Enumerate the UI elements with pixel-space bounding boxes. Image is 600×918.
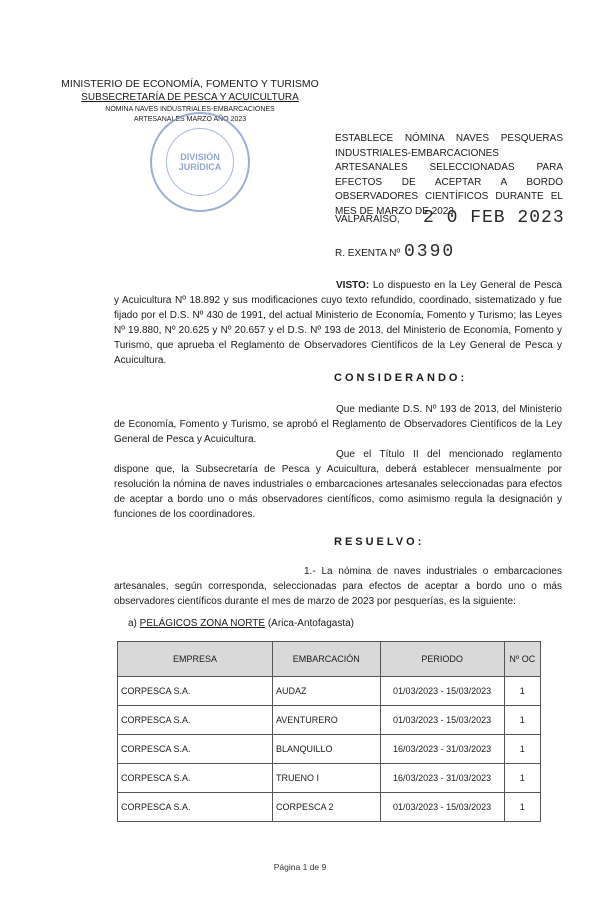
visto-paragraph <box>114 278 562 368</box>
cell-periodo: 01/03/2023 - 15/03/2023 <box>380 677 504 706</box>
cell-embarcacion: TRUENO I <box>272 764 380 793</box>
cell-periodo: 01/03/2023 - 15/03/2023 <box>380 706 504 735</box>
cell-embarcacion: AVENTURERO <box>272 706 380 735</box>
subsection-suffix: (Arica-Antofagasta) <box>265 618 355 629</box>
visto-text: Lo dispuesto en la Ley General de Pesca y Acuicultura Nº 18.892 y sus modificaciones cuyo texto refundido, coordinado, sistematizado y fue fijado por el D.S. Nº 430 de 1991, del actual Ministerio de Economía, Fomento y Turismo; las Leyes Nº 19.880, Nº 20.625 y Nº 20.657 y el D.S. Nº 193 de 2013, del Ministerio de Economía, Fomento y Turismo, que aprueba el Reglamento de Observadores Científicos de la Ley General de Pesca y Acuicultura. <box>114 280 562 366</box>
cell-periodo: 16/03/2023 - 31/03/2023 <box>380 764 504 793</box>
cell-empresa: CORPESCA S.A. <box>118 793 273 822</box>
column-header-periodo: PERIODO <box>380 642 504 677</box>
considerando-paragraph-2: Que el Título II del mencionado reglamento dispone que, la Subsecretaría de Pesca y Acuicultura, deberá establecer mensualmente por resolución la nómina de naves industriales o embarcaciones artesanales seleccionadas para efectos de aceptar a bordo uno o más observadores científicos, como asimismo regula la designación y funciones de los coordinadores. <box>114 449 562 520</box>
resuelvo-paragraph-1: 1.- La nómina de naves industriales o embarcaciones artesanales, según corresponda, seleccionadas para efectos de aceptar a bordo uno o más observadores científicos durante el mes de marzo de 2023 por pesquerías, es la siguiente: <box>114 566 562 607</box>
cell-oc: 1 <box>504 735 540 764</box>
place-label: VALPARAÍSO, <box>335 214 400 225</box>
table-row <box>118 735 541 764</box>
table-row <box>118 793 541 822</box>
cell-oc: 1 <box>504 677 540 706</box>
ministry-name: MINISTERIO DE ECONOMÍA, FOMENTO Y TURISMO <box>61 78 319 90</box>
cell-periodo: 01/03/2023 - 15/03/2023 <box>380 793 504 822</box>
table-row <box>118 764 541 793</box>
header-subtitle-line: ARTESANALES MARZO AÑO 2023 <box>133 116 247 123</box>
subsection-title: PELÁGICOS ZONA NORTE <box>139 618 266 629</box>
cell-oc: 1 <box>504 706 540 735</box>
visto-label: VISTO: <box>336 280 370 291</box>
column-header-embarcacion: EMBARCACIÓN <box>272 642 380 677</box>
considerando-paragraph-1: Que mediante D.S. Nº 193 de 2013, del Ministerio de Economía, Fomento y Turismo, se aprobó el Reglamento de Observadores Científicos de la Ley General de Pesca y Acuicultura. <box>114 404 562 445</box>
vessels-table <box>117 641 541 822</box>
resolution-label: R. EXENTA Nº <box>335 248 401 259</box>
division-juridica-stamp <box>150 112 250 212</box>
resuelvo-heading: RESUELVO: <box>334 536 425 548</box>
subsecretaria-name: SUBSECRETARÍA DE PESCA Y ACUICULTURA <box>81 92 299 103</box>
cell-oc: 1 <box>504 764 540 793</box>
stamp-text: DIVISIÓN <box>180 151 220 162</box>
cell-empresa: CORPESCA S.A. <box>118 764 273 793</box>
cell-embarcacion: BLANQUILLO <box>272 735 380 764</box>
table-row <box>118 677 541 706</box>
cell-empresa: CORPESCA S.A. <box>118 735 273 764</box>
cell-empresa: CORPESCA S.A. <box>118 677 273 706</box>
cell-oc: 1 <box>504 793 540 822</box>
column-header-oc: Nº OC <box>504 642 540 677</box>
subsection-heading <box>128 618 354 629</box>
cell-embarcacion: CORPESCA 2 <box>272 793 380 822</box>
stamped-date: 2 0 FEB 2023 <box>423 208 565 228</box>
cell-embarcacion: AUDAZ <box>272 677 380 706</box>
cell-empresa: CORPESCA S.A. <box>118 706 273 735</box>
subsection-prefix: a) <box>128 618 140 629</box>
considerando-heading: CONSIDERANDO: <box>334 372 468 384</box>
column-header-empresa: EMPRESA <box>118 642 273 677</box>
resolution-title: ESTABLECE NÓMINA NAVES PESQUERAS INDUSTRIALES-EMBARCACIONES ARTESANALES SELECCIONADAS PARA EFECTOS DE ACEPTAR A BORDO OBSERVADORES CIENTÍFICOS DURANTE EL MES DE MARZO DE 2023. <box>335 133 563 217</box>
resolution-number: 0390 <box>404 242 456 262</box>
page-footer: Página 1 de 9 <box>273 862 327 872</box>
header-subtitle-line: NÓMINA NAVES INDUSTRIALES-EMBARCACIONES <box>105 106 275 113</box>
table-row <box>118 706 541 735</box>
cell-periodo: 16/03/2023 - 31/03/2023 <box>380 735 504 764</box>
stamp-text: JURÍDICA <box>178 162 222 172</box>
table-header-row <box>118 642 541 677</box>
